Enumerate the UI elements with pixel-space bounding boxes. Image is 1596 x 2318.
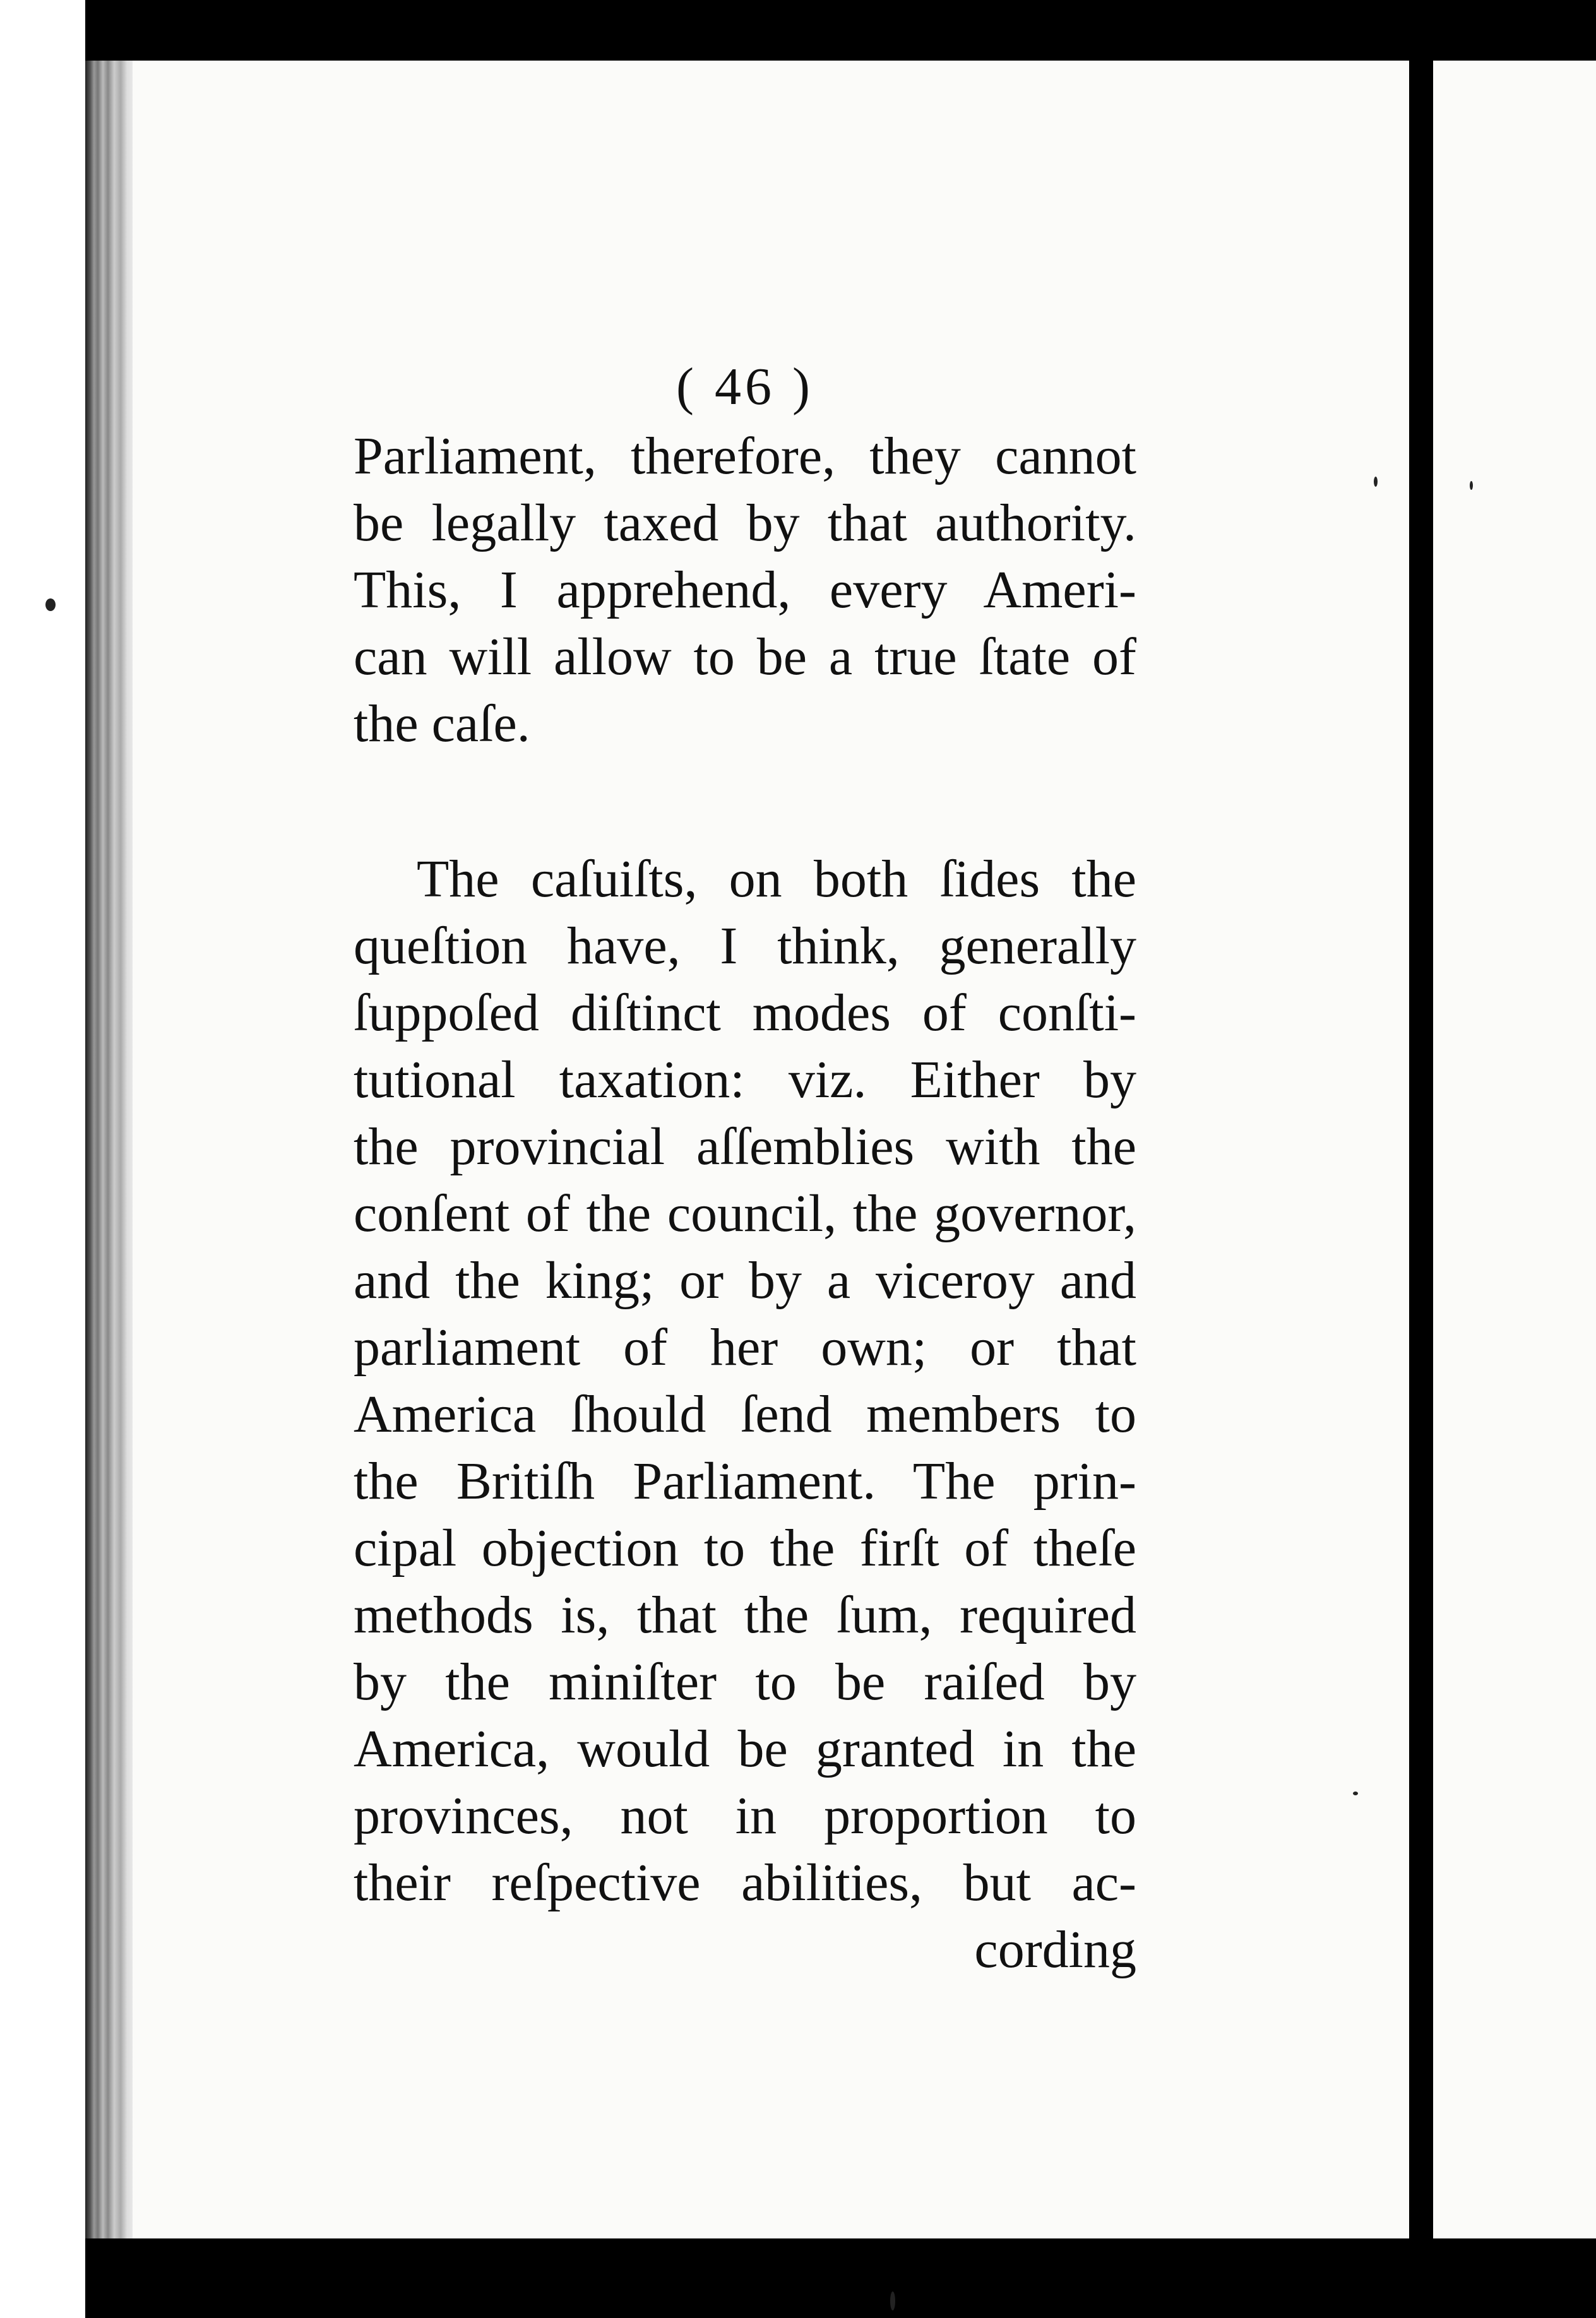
page-number: ( 46 ) <box>676 357 814 416</box>
scan-speck <box>1470 481 1473 490</box>
scan-speck <box>45 598 56 611</box>
facing-page-edge <box>1433 61 1596 2238</box>
paragraph-gap <box>354 758 1136 846</box>
text-line: America ſhould ſend members to <box>354 1385 1136 1444</box>
text-line: ſuppoſed diſtinct modes of conſti- <box>354 984 1136 1042</box>
text-line: Parliament, therefore, they cannot <box>354 427 1136 485</box>
paragraph <box>354 423 1136 758</box>
scan-speck <box>1353 1792 1358 1795</box>
page-gutter <box>1409 61 1423 2238</box>
text-line: the provincial aſſemblies with the <box>354 1117 1136 1176</box>
text-line: The caſuiſts, on both ſides the <box>417 850 1136 908</box>
text-line: methods is, that the ſum, required <box>354 1586 1136 1644</box>
text-line: conſent of the council, the governor, <box>354 1184 1136 1243</box>
catchword: cording <box>974 1920 1136 1979</box>
text-line: the caſe. <box>354 694 530 753</box>
text-line: This, I apprehend, every Ameri- <box>354 561 1136 619</box>
scan-margin <box>0 0 85 2318</box>
text-line: America, would be granted in the <box>354 1720 1136 1778</box>
text-line: tutional taxation: viz. Either by <box>354 1050 1136 1109</box>
text-line: can will allow to be a true ſtate of <box>354 627 1136 686</box>
text-line: be legally taxed by that authority. <box>354 494 1136 552</box>
page-edge-stack <box>85 61 136 2238</box>
scan-speck <box>890 2291 895 2310</box>
paragraph <box>354 846 1136 1917</box>
scan-speck <box>1374 477 1378 487</box>
text-line: cipal objection to the firſt of theſe <box>354 1519 1136 1578</box>
text-line: parliament of her own; or that <box>354 1318 1136 1377</box>
page-text <box>354 354 1136 1983</box>
text-line: and the king; or by a viceroy and <box>354 1251 1136 1310</box>
text-line: the Britiſh Parliament. The prin- <box>354 1452 1136 1511</box>
text-line: by the miniſter to be raiſed by <box>354 1653 1136 1711</box>
text-line: queſtion have, I think, generally <box>354 917 1136 975</box>
text-line: provinces, not in proportion to <box>354 1786 1136 1845</box>
text-line: their reſpective abilities, but ac- <box>354 1853 1136 1912</box>
